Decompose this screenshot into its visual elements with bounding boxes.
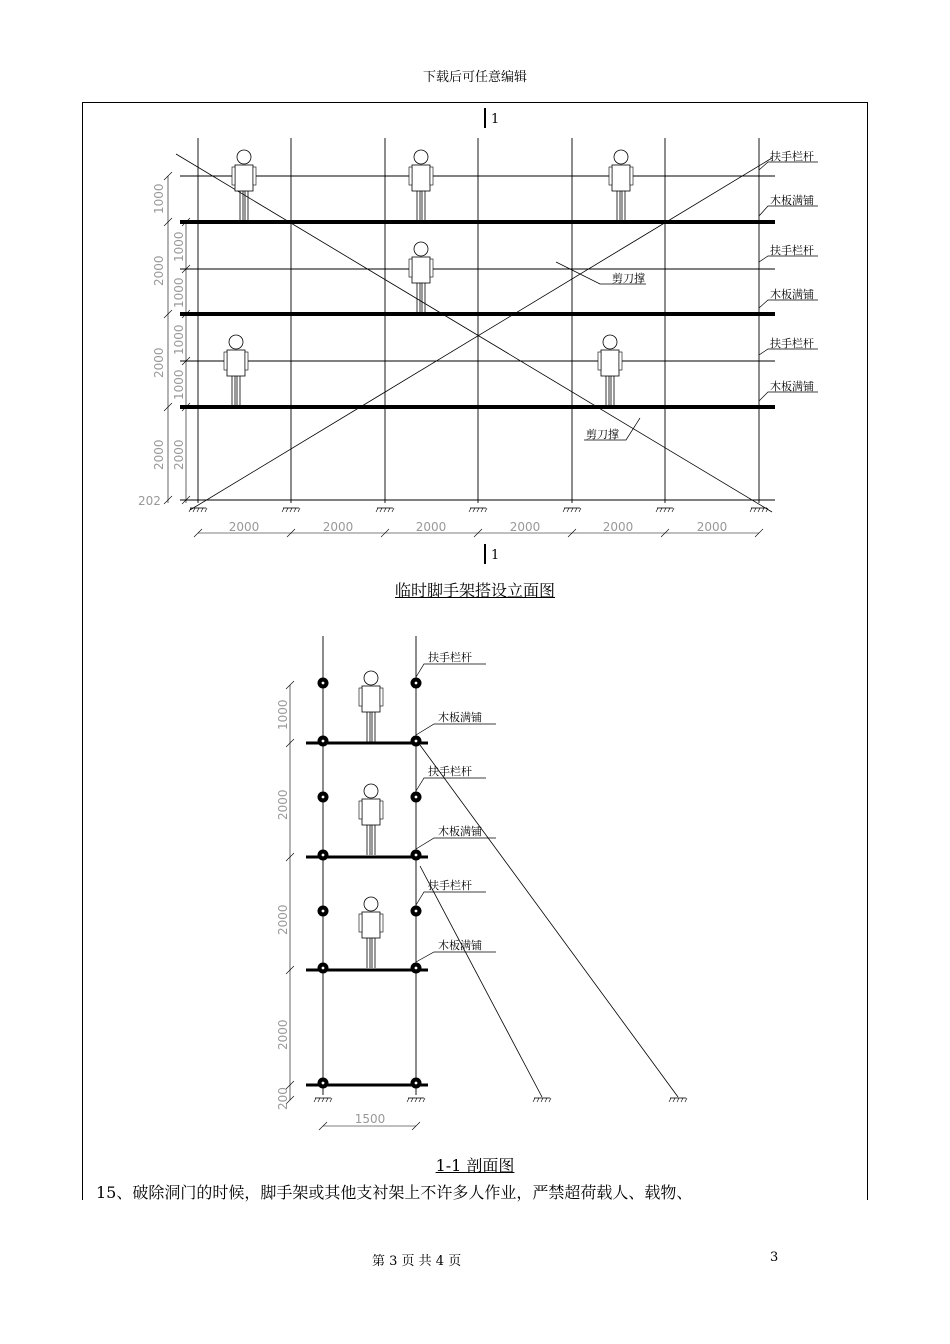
elevation-bottom-dims — [229, 520, 728, 534]
page-number: 3 — [770, 1250, 779, 1265]
dim-left-inner-2: 1000 — [172, 277, 186, 308]
section-label-handrail-2: 扶手栏杆 — [428, 765, 472, 778]
section-label-handrail-1: 扶手栏杆 — [428, 651, 472, 664]
elevation-planks — [180, 222, 775, 407]
section-dim-3: 2000 — [276, 904, 290, 935]
dim-left-outer-2: 2000 — [152, 255, 166, 286]
body-paragraph: 15、破除洞门的时候，脚手架或其他支衬架上不许多人作业，严禁超荷载人、载物、 — [96, 1183, 693, 1202]
label-handrail-2: 扶手栏杆 — [770, 244, 814, 257]
dim-bottom-2: 2000 — [322, 520, 354, 534]
label-plank-3: 木板满铺 — [770, 380, 814, 393]
section-marker-top: 1 — [491, 112, 500, 127]
dim-bottom-5: 2000 — [602, 520, 634, 534]
elevation-scissor-braces — [176, 154, 772, 512]
label-plank-1: 木板满铺 — [770, 194, 814, 207]
section-leaders — [416, 664, 496, 962]
section-label-handrail-3: 扶手栏杆 — [428, 879, 472, 892]
label-plank-2: 木板满铺 — [770, 288, 814, 301]
label-handrail-3: 扶手栏杆 — [770, 337, 814, 350]
dim-left-inner-3: 1000 — [172, 324, 186, 355]
dim-left-inner-5: 2000 — [172, 439, 186, 470]
section-dim-1: 1000 — [276, 699, 290, 730]
section-label-plank-2: 木板满铺 — [438, 825, 482, 838]
section-dim-4: 2000 — [276, 1019, 290, 1050]
page-count: 第 3 页 共 4 页 — [372, 1254, 462, 1269]
dim-left-inner-1: 1000 — [172, 231, 186, 262]
dim-left-outer-3: 2000 — [152, 347, 166, 378]
label-brace-1: 剪刀撑 — [612, 272, 645, 285]
dim-left-outer-4: 2000 — [152, 439, 166, 470]
elevation-caption: 临时脚手架搭设立面图 — [394, 581, 555, 600]
elevation-standards — [198, 138, 759, 503]
section-left-dims — [276, 699, 290, 1110]
section-ground-supports — [314, 1098, 687, 1102]
section-dim-5: 200 — [276, 1087, 290, 1110]
dim-bottom-4: 2000 — [509, 520, 541, 534]
section-braces — [420, 745, 678, 1097]
dim-left-outer-1: 1000 — [152, 183, 166, 214]
dim-left-inner-4: 1000 — [172, 369, 186, 400]
label-brace-2: 剪刀撑 — [586, 428, 619, 441]
section-marker-bottom: 1 — [491, 548, 500, 563]
dim-bottom-1: 2000 — [228, 520, 260, 534]
dim-bottom-3: 2000 — [415, 520, 447, 534]
section-label-plank-1: 木板满铺 — [438, 711, 482, 724]
dim-left-outer-5: 202 — [138, 494, 161, 508]
elevation-bottom-dim-line — [194, 529, 763, 537]
dim-bottom-6: 2000 — [696, 520, 728, 534]
page-header: 下载后可任意编辑 — [422, 70, 527, 85]
label-handrail-1: 扶手栏杆 — [770, 150, 814, 163]
elevation-handrails — [180, 176, 775, 500]
section-nodes — [318, 678, 422, 1089]
elevation-ground-supports — [189, 508, 768, 512]
elevation-left-dims — [138, 183, 186, 508]
section-caption: 1-1 剖面图 — [435, 1156, 515, 1175]
section-workers — [359, 671, 383, 968]
section-label-plank-3: 木板满铺 — [438, 939, 482, 952]
section-width-dim: 1500 — [354, 1112, 386, 1126]
section-dim-2: 2000 — [276, 789, 290, 820]
